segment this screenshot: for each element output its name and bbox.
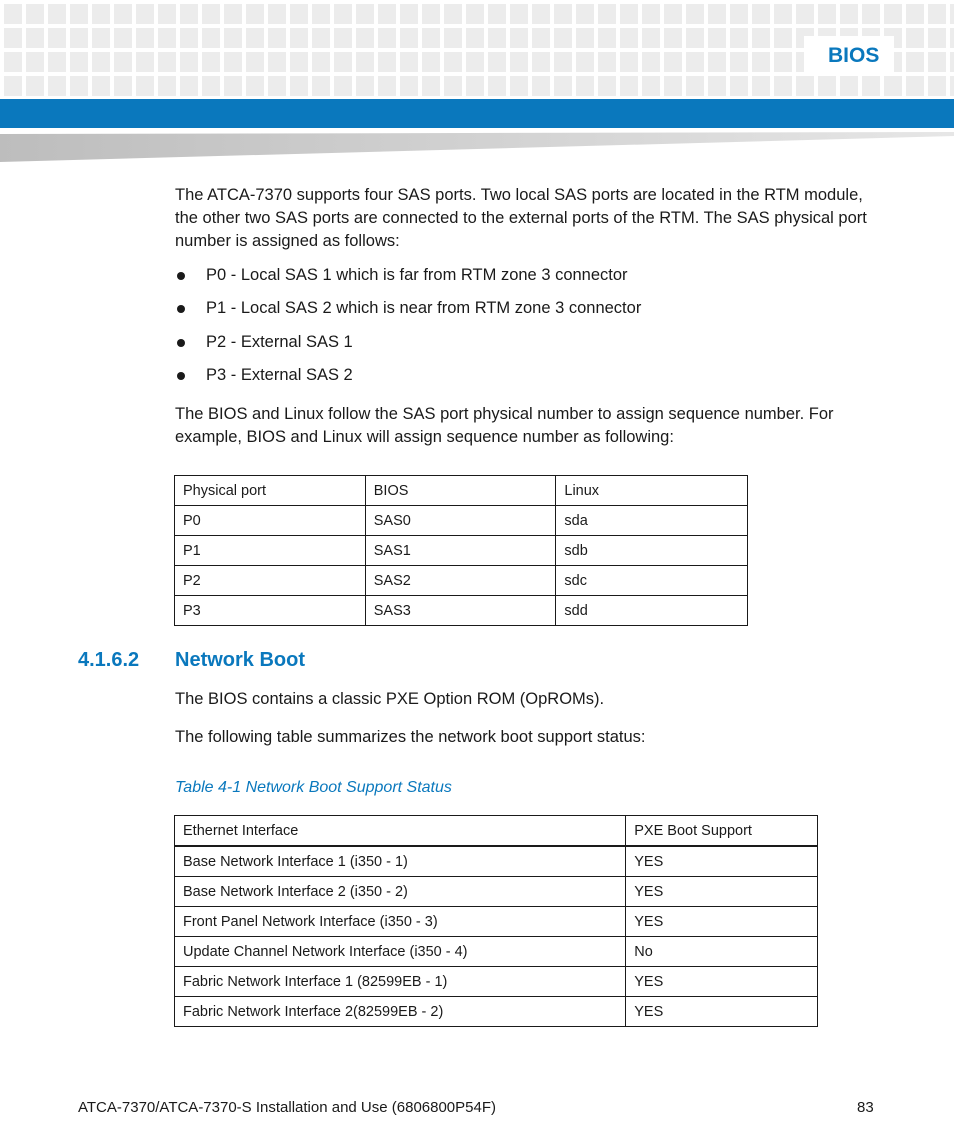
header-section-title: BIOS (828, 44, 880, 67)
table-header-row (175, 816, 818, 847)
table-row (175, 536, 748, 566)
table-row (175, 506, 748, 536)
followup-text: The BIOS and Linux follow the SAS port physical number to assign sequence number. For example, BIOS and Linux will assign sequence number as following: (175, 405, 834, 446)
table-cell: YES (626, 967, 818, 997)
table-row (175, 566, 748, 596)
table-cell: Fabric Network Interface 1 (82599EB - 1) (175, 967, 626, 997)
table-header-cell: Linux (556, 476, 748, 506)
header-blue-bar (0, 99, 954, 128)
table-row (175, 937, 818, 967)
table-row (175, 596, 748, 626)
intro-text: The ATCA-7370 supports four SAS ports. Two local SAS ports are located in the RTM module, the other two SAS ports are connected to the external ports of the RTM. The SAS physical port number is assigned as follows: (175, 186, 867, 250)
followup-paragraph (175, 403, 875, 449)
page-number: 83 (857, 1099, 874, 1116)
list-item-text: P3 - External SAS 2 (206, 366, 353, 384)
intro-paragraph (175, 184, 875, 253)
section-text: The following table summarizes the network boot support status: (175, 728, 646, 746)
table-caption: Table 4-1 Network Boot Support Status (175, 779, 452, 796)
table-cell: P3 (175, 596, 366, 626)
section-paragraph-2 (175, 726, 875, 749)
sas-port-table (174, 475, 748, 626)
bullet-icon (177, 272, 185, 280)
table-cell: Update Channel Network Interface (i350 - 4) (175, 937, 626, 967)
table-header-cell: BIOS (365, 476, 556, 506)
table-row (175, 877, 818, 907)
table-row (175, 997, 818, 1027)
list-item-text: P1 - Local SAS 2 which is near from RTM zone 3 connector (206, 299, 642, 317)
table-row (175, 846, 818, 877)
footer-doc-title: ATCA-7370/ATCA-7370-S Installation and Use (6806800P54F) (78, 1099, 497, 1116)
table-cell: Base Network Interface 1 (i350 - 1) (175, 846, 626, 877)
table-header-cell: Physical port (175, 476, 366, 506)
section-text: The BIOS contains a classic PXE Option ROM (OpROMs). (175, 690, 605, 708)
table-cell: SAS3 (365, 596, 556, 626)
table-cell: YES (626, 907, 818, 937)
table-cell: Fabric Network Interface 2(82599EB - 2) (175, 997, 626, 1027)
table-row (175, 907, 818, 937)
table-cell: SAS1 (365, 536, 556, 566)
list-item-text: P2 - External SAS 1 (206, 333, 353, 351)
table-cell: sdd (556, 596, 748, 626)
table-cell: Front Panel Network Interface (i350 - 3) (175, 907, 626, 937)
table-cell: sdb (556, 536, 748, 566)
table-cell: YES (626, 846, 818, 877)
network-boot-table (174, 815, 818, 1027)
table-cell: No (626, 937, 818, 967)
table-cell: YES (626, 877, 818, 907)
table-row (175, 967, 818, 997)
section-title: Network Boot (175, 649, 305, 671)
table-cell: Base Network Interface 2 (i350 - 2) (175, 877, 626, 907)
bullet-icon (177, 372, 185, 380)
list-item-text: P0 - Local SAS 1 which is far from RTM zone 3 connector (206, 266, 628, 284)
header-gray-wedge (0, 130, 954, 164)
table-cell: P2 (175, 566, 366, 596)
table-cell: SAS2 (365, 566, 556, 596)
table-header-cell: PXE Boot Support (626, 816, 818, 847)
table-cell: SAS0 (365, 506, 556, 536)
table-cell: sda (556, 506, 748, 536)
section-paragraph-1 (175, 688, 875, 711)
table-cell: P0 (175, 506, 366, 536)
table-header-row (175, 476, 748, 506)
table-header-cell: Ethernet Interface (175, 816, 626, 847)
table-cell: YES (626, 997, 818, 1027)
bullet-icon (177, 339, 185, 347)
section-number: 4.1.6.2 (78, 649, 140, 671)
table-cell: sdc (556, 566, 748, 596)
bullet-icon (177, 305, 185, 313)
table-cell: P1 (175, 536, 366, 566)
